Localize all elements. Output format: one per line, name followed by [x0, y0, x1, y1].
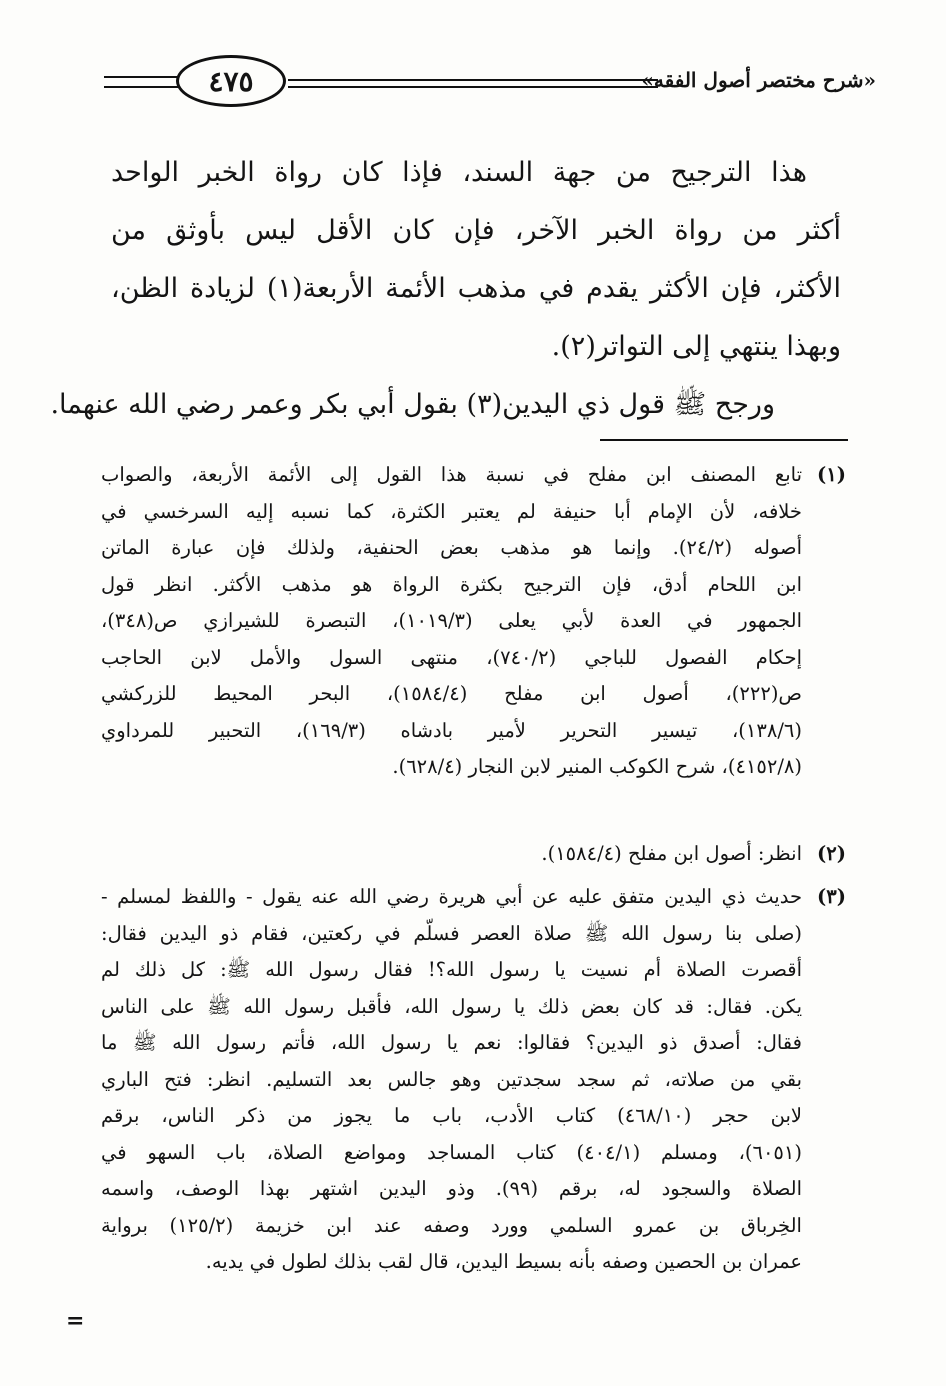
footnote-line: حديث ذي اليدين متفق عليه عن أبي هريرة رضي الله عنه يقول - واللفظ لمسلم - — [101, 885, 802, 908]
continuation-mark: = — [66, 1308, 85, 1334]
main-line: وبهذا ينتهي إلى التواتر(٢). — [551, 331, 841, 362]
footnote-line: أقصرت الصلاة أم نسيت يا رسول الله؟! فقال رسول الله ﷺ: كل ذلك لم — [101, 958, 802, 981]
footnote-number: (١) — [817, 463, 846, 486]
footnote-1 — [101, 457, 846, 786]
main-line: أكثر من رواة الخبر الآخر، فإن كان الأقل ليس بأوثق من — [111, 215, 841, 246]
footnote-line: ص(٢٢٢)، أصول ابن مفلح (١٥٨٤/٤)، البحر المحيط للزركشي — [101, 682, 802, 705]
footnote-line: (٤١٥٢/٨)، شرح الكوكب المنير لابن النجار (٦٢٨/٤). — [392, 755, 802, 778]
footnote-number: (٢) — [817, 842, 846, 865]
footnote-line: ابن اللحام أدق، فإن الترجيح بكثرة الرواة هو مذهب الأكثر. انظر قول — [101, 572, 802, 596]
footnote-line: أصوله (٢٤/٢). وإنما هو مذهب بعض الحنفية، ولذلك فإن عبارة الماتن — [101, 536, 802, 559]
main-line: هذا الترجيح من جهة السند، فإذا كان رواة الخبر الواحد — [111, 157, 807, 188]
footnote-2 — [101, 836, 846, 873]
running-header-title: «شرح مختصر أصول الفقه» — [641, 68, 876, 92]
footnote-line: خلافه، لأن الإمام أبا حنيفة لم يعتبر الكثرة، كما نسبه إليه السرخسي في — [101, 499, 802, 523]
page-number: ٤٧٥ — [176, 55, 286, 107]
footnote-separator — [600, 439, 848, 441]
footnote-line: انظر: أصول ابن مفلح (١٥٨٤/٤). — [541, 842, 802, 865]
header-rule-left-bottom — [104, 86, 178, 88]
footnote-line: الجمهور في العدة لأبي يعلى (١٠١٩/٣)، التبصرة للشيرازي ص(٣٤٨)، — [101, 609, 802, 632]
footnote-line: بقي من صلاته، ثم سجد سجدتين وهو جالس بعد التسليم. انظر: فتح الباري — [101, 1067, 802, 1091]
footnote-line: عمران بن الحصين وصفه بأنه بسيط اليدين، قال لقب بذلك لطول في يديه. — [205, 1250, 802, 1273]
header-rule-right-bottom — [288, 86, 658, 88]
footnote-line: فقال: أصدق ذو اليدين؟ فقالوا: نعم يا رسول الله، فأتم رسول الله ﷺ ما — [101, 1031, 802, 1054]
footnote-line: (صلى بنا رسول الله ﷺ صلاة العصر فسلّم في ركعتين، فقام ذو اليدين فقال: — [101, 921, 802, 945]
footnote-line: الصلاة والسجود له، برقم (٩٩). وذو اليدين اشتهر بهذا الوصف، واسمه — [101, 1177, 803, 1200]
header-rule-left-top — [104, 76, 178, 78]
footnote-line: الخِرباق بن عمرو السلمي وورد وصفه عند ابن خزيمة (١٢٥/٢) برواية — [101, 1213, 802, 1237]
main-line: الأكثر، فإن الأكثر يقدم في مذهب الأئمة الأربعة(١) لزيادة الظن، — [111, 273, 841, 304]
footnote-number: (٣) — [817, 885, 846, 908]
main-text — [50, 144, 841, 434]
footnote-line: يكن. فقال: قد كان بعض ذلك يا رسول الله، فأقبل رسول الله ﷺ على الناس — [101, 994, 802, 1018]
footnote-line: (١٣٨/٦)، تيسير التحرير لأمير بادشاه (١٦٩/٣)، التحبير للمرداوي — [101, 718, 802, 742]
footnote-line: تابع المصنف ابن مفلح في نسبة هذا القول إلى الأئمة الأربعة، والصواب — [101, 463, 802, 486]
footnote-line: (٦٠٥١)، ومسلم (٤٠٤/١) كتاب المساجد ومواضع الصلاة، باب السهو في — [101, 1140, 802, 1164]
main-line: ورجح ﷺ قول ذي اليدين(٣) بقول أبي بكر وعمر رضي الله عنهما. — [50, 389, 775, 420]
header-rule-right-top — [288, 79, 658, 81]
footnote-line: لابن حجر (٤٦٨/١٠) كتاب الأدب، باب ما يجوز من ذكر الناس، برقم — [101, 1104, 802, 1127]
footnote-3 — [101, 879, 846, 1281]
footnote-line: إحكام الفصول للباجي (٧٤٠/٢)، منتهى السول والأمل لابن الحاجب — [101, 645, 802, 669]
